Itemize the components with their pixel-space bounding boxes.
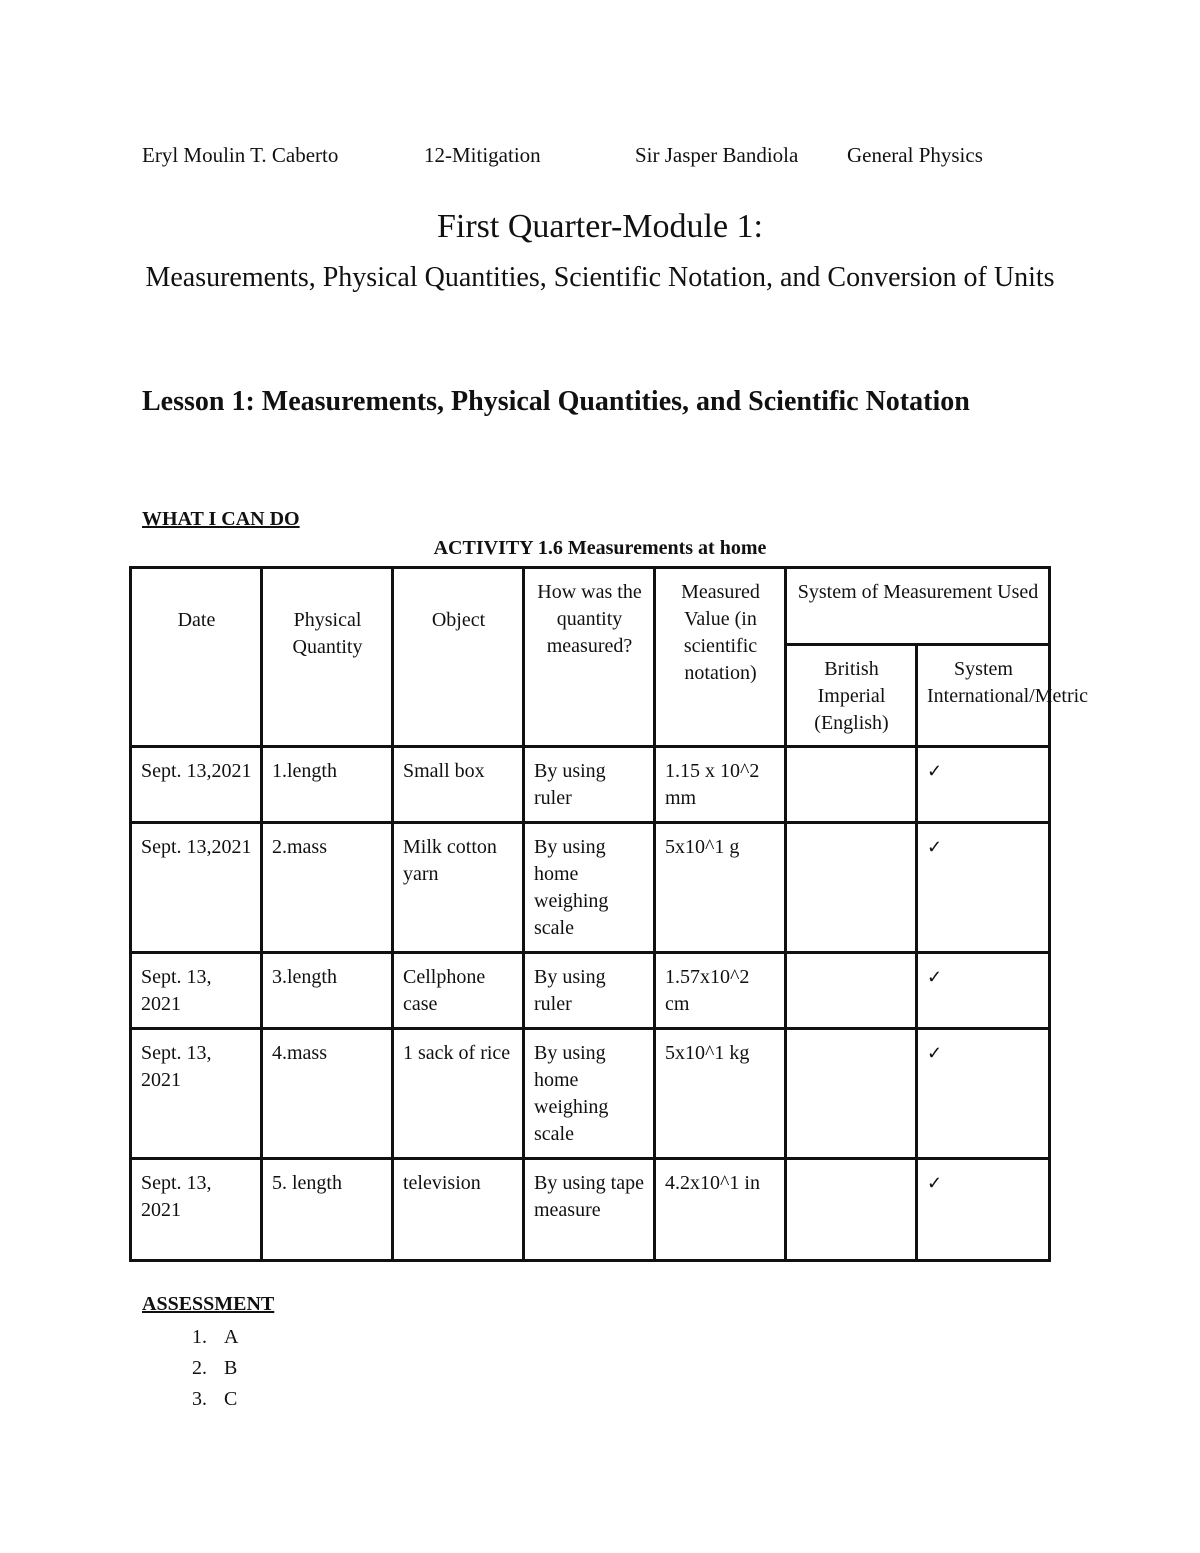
cell-object: Small box bbox=[393, 747, 524, 823]
cell-british bbox=[786, 1159, 917, 1261]
what-i-can-do-heading: WHAT I CAN DO bbox=[142, 508, 300, 530]
cell-quantity: 3.length bbox=[262, 953, 393, 1029]
header-object: Object bbox=[393, 568, 524, 747]
cell-british bbox=[786, 953, 917, 1029]
measurements-table bbox=[129, 566, 1089, 1262]
cell-object: Cellphone case bbox=[393, 953, 524, 1029]
header-date: Date bbox=[131, 568, 262, 747]
cell-value: 5x10^1 kg bbox=[655, 1029, 786, 1159]
assessment-heading: ASSESSMENT bbox=[142, 1293, 275, 1315]
cell-si-check: ✓ bbox=[917, 1159, 1050, 1261]
table-row bbox=[131, 1159, 1050, 1261]
header-physical-quantity: Physical Quantity bbox=[262, 568, 393, 747]
list-item: 3. C bbox=[212, 1384, 238, 1415]
cell-british bbox=[786, 823, 917, 953]
cell-value: 1.57x10^2 cm bbox=[655, 953, 786, 1029]
header-how-measured: How was the quantity measured? bbox=[524, 568, 655, 747]
cell-date: Sept. 13, 2021 bbox=[131, 953, 262, 1029]
cell-si-check: ✓ bbox=[917, 1029, 1050, 1159]
table-row bbox=[131, 1029, 1050, 1159]
cell-how: By using tape measure bbox=[524, 1159, 655, 1261]
cell-quantity: 5. length bbox=[262, 1159, 393, 1261]
cell-how: By using ruler bbox=[524, 747, 655, 823]
table-row bbox=[131, 823, 1050, 953]
cell-british bbox=[786, 747, 917, 823]
cell-si-check: ✓ bbox=[917, 747, 1050, 823]
header-system-international: System International/Metric bbox=[917, 645, 1050, 747]
student-name: Eryl Moulin T. Caberto bbox=[142, 143, 339, 167]
cell-date: Sept. 13,2021 bbox=[131, 747, 262, 823]
cell-value: 1.15 x 10^2 mm bbox=[655, 747, 786, 823]
header-british-imperial: British Imperial (English) bbox=[786, 645, 917, 747]
cell-object: television bbox=[393, 1159, 524, 1261]
subject-name: General Physics bbox=[847, 143, 983, 167]
list-item: 1. A bbox=[212, 1322, 238, 1353]
teacher-name: Sir Jasper Bandiola bbox=[635, 143, 799, 167]
header-measured-value: Measured Value (in scientific notation) bbox=[655, 568, 786, 747]
cell-date: Sept. 13, 2021 bbox=[131, 1029, 262, 1159]
cell-object: 1 sack of rice bbox=[393, 1029, 524, 1159]
table-header-row bbox=[131, 568, 1050, 645]
assessment-answer-list bbox=[142, 1322, 238, 1415]
table-row bbox=[131, 953, 1050, 1029]
header-system: System of Measurement Used bbox=[786, 568, 1050, 645]
module-title: First Quarter-Module 1: bbox=[436, 208, 764, 245]
cell-how: By using ruler bbox=[524, 953, 655, 1029]
cell-value: 4.2x10^1 in bbox=[655, 1159, 786, 1261]
cell-british bbox=[786, 1029, 917, 1159]
cell-date: Sept. 13,2021 bbox=[131, 823, 262, 953]
cell-how: By using home weighing scale bbox=[524, 1029, 655, 1159]
list-item: 2. B bbox=[212, 1353, 238, 1384]
cell-quantity: 2.mass bbox=[262, 823, 393, 953]
cell-si-check: ✓ bbox=[917, 823, 1050, 953]
table-row bbox=[131, 747, 1050, 823]
cell-si-check: ✓ bbox=[917, 953, 1050, 1029]
module-subtitle: Measurements, Physical Quantities, Scientific Notation, and Conversion of Units bbox=[145, 262, 1055, 293]
cell-quantity: 4.mass bbox=[262, 1029, 393, 1159]
cell-object: Milk cotton yarn bbox=[393, 823, 524, 953]
cell-quantity: 1.length bbox=[262, 747, 393, 823]
activity-title: ACTIVITY 1.6 Measurements at home bbox=[433, 537, 767, 559]
section-name: 12-Mitigation bbox=[424, 143, 541, 167]
cell-date: Sept. 13, 2021 bbox=[131, 1159, 262, 1261]
cell-value: 5x10^1 g bbox=[655, 823, 786, 953]
cell-how: By using home weighing scale bbox=[524, 823, 655, 953]
lesson-heading: Lesson 1: Measurements, Physical Quantities, and Scientific Notation bbox=[142, 386, 970, 417]
